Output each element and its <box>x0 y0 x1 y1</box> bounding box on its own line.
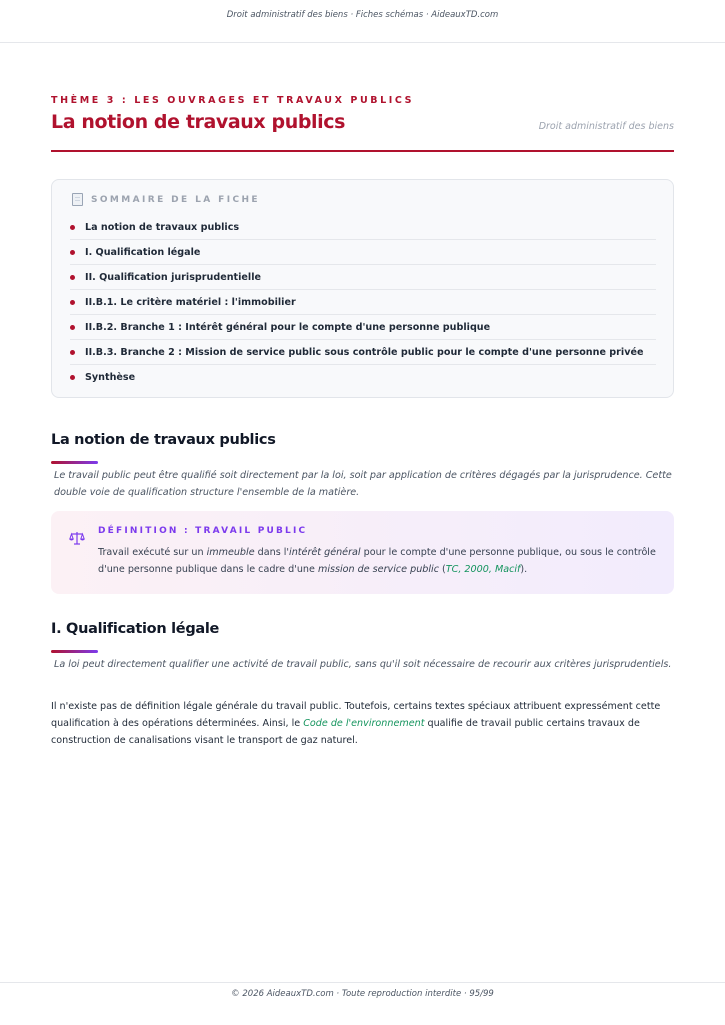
citation-link[interactable]: TC, 2000, Macif <box>445 564 521 575</box>
toc-item-label: II.B.2. Branche 1 : Intérêt général pour le compte d'une personne publique <box>85 322 491 333</box>
toc-item-qualification-legale[interactable] <box>70 241 656 265</box>
page-title: La notion de travaux publics <box>51 111 346 133</box>
running-footer <box>0 982 725 1025</box>
toc-item-branche-1[interactable] <box>70 316 656 340</box>
toc-item-label: II.B.3. Branche 2 : Mission de service public sous contrôle public pour le compte d'une personne privée <box>85 347 644 358</box>
toc-item-synthese[interactable] <box>70 366 656 389</box>
toc-heading-label: SOMMAIRE DE LA FICHE <box>91 194 260 205</box>
table-of-contents <box>51 179 674 398</box>
section-lead-legale: La loi peut directement qualifier une activité de travail public, sans qu'il soit nécessaire de recourir aux critères jurisprudentiels. <box>54 659 672 670</box>
subject-tag: Droit administratif des biens <box>538 121 674 132</box>
document-icon <box>72 193 83 206</box>
bullet-icon <box>70 250 75 255</box>
toc-item-label: I. Qualification légale <box>85 247 201 258</box>
toc-item-branche-2[interactable] <box>70 341 656 365</box>
footer-text: © 2026 AideauxTD.com · Toute reproduction interdite · 95/99 <box>231 989 494 999</box>
toc-item-label: Synthèse <box>85 372 136 383</box>
bullet-icon <box>70 325 75 330</box>
toc-item-notion[interactable] <box>70 216 656 240</box>
section-lead-notion: Le travail public peut être qualifié soit directement par la loi, soit par application de critères dégagés par la jurisprudence. Cette double voie de qualification structure l'ensemble de la matière. <box>54 470 672 498</box>
scales-icon <box>69 530 85 546</box>
bullet-icon <box>70 350 75 355</box>
bullet-icon <box>70 300 75 305</box>
toc-heading <box>72 193 260 206</box>
section-underline <box>51 461 98 464</box>
definition-label: DÉFINITION : TRAVAIL PUBLIC <box>98 526 308 536</box>
section-title-qualification-legale: I. Qualification légale <box>51 621 220 637</box>
theme-kicker: THÈME 3 : LES OUVRAGES ET TRAVAUX PUBLICS <box>51 95 415 106</box>
code-environnement-link[interactable]: Code de l'environnement <box>303 718 425 729</box>
toc-item-qualification-jurisprudentielle[interactable] <box>70 266 656 290</box>
section-body-legale: Il n'existe pas de définition légale générale du travail public. Toutefois, certains textes spéciaux attribuent expressément cette qualification à des opérations déterminées. Ainsi, le Code de l'environnement qualifie de travail public certains travaux de construction de canalisations visant le transport de gaz naturel. <box>51 701 661 746</box>
running-header-text: Droit administratif des biens · Fiches schémas · AideauxTD.com <box>226 10 499 20</box>
definition-text: Travail exécuté sur un immeuble dans l'intérêt général pour le compte d'une personne publique, ou sous le contrôle d'une personne publique dans le cadre d'une mission de service public (TC, 2000, Macif). <box>98 547 656 575</box>
running-header <box>0 0 725 43</box>
section-underline <box>51 650 98 653</box>
section-title-notion: La notion de travaux publics <box>51 432 276 448</box>
bullet-icon <box>70 375 75 380</box>
bullet-icon <box>70 275 75 280</box>
definition-box <box>51 511 674 594</box>
title-divider <box>51 150 674 152</box>
toc-item-label: La notion de travaux publics <box>85 222 240 233</box>
toc-list <box>70 216 656 390</box>
toc-item-label: II. Qualification jurisprudentielle <box>85 272 262 283</box>
bullet-icon <box>70 225 75 230</box>
toc-item-critere-materiel[interactable] <box>70 291 656 315</box>
toc-item-label: II.B.1. Le critère matériel : l'immobilier <box>85 297 296 308</box>
